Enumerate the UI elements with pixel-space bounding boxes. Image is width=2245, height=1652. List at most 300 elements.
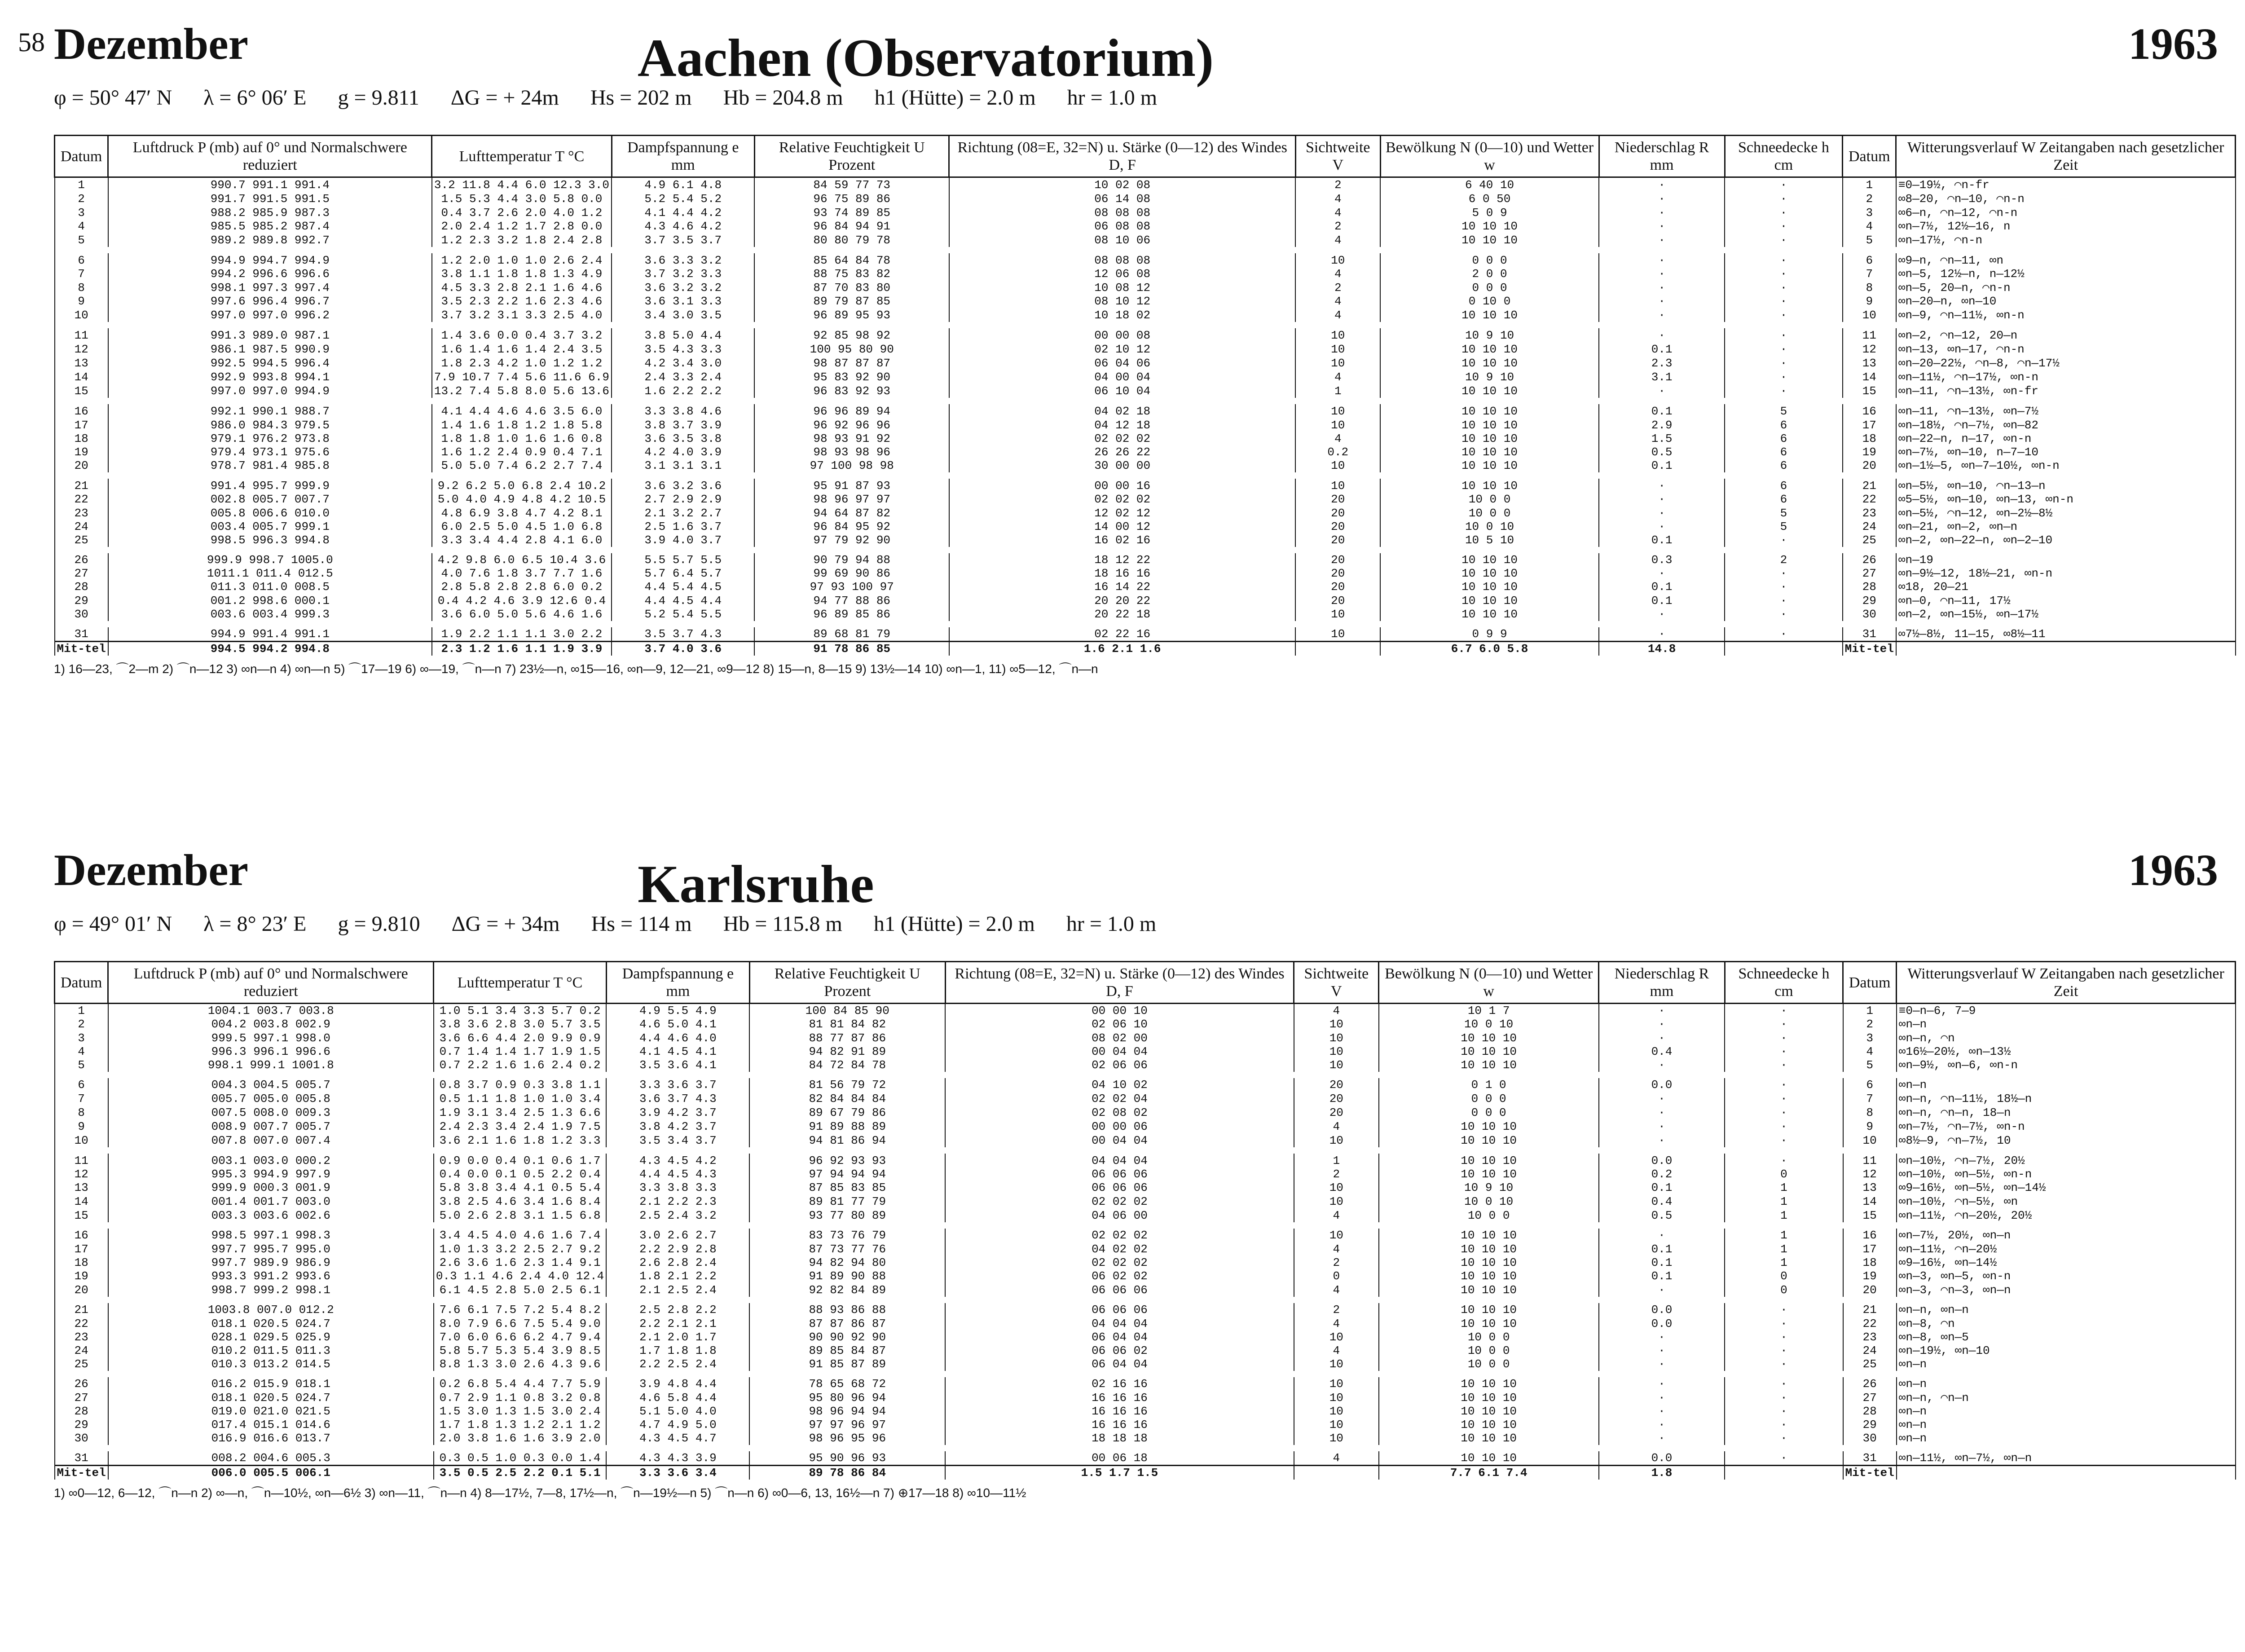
- table-cell: 04 04 04: [945, 1317, 1294, 1330]
- table-cell: 0.4 4.2 4.6 3.9 12.6 0.4: [432, 594, 612, 608]
- table-cell: 10 10 10: [1380, 553, 1599, 567]
- table-cell: [1725, 642, 1842, 656]
- table-cell: 2.6 3.6 1.6 2.3 1.4 9.1: [434, 1256, 606, 1269]
- table-cell: 994.9 991.4 991.1: [108, 627, 432, 642]
- table-cell: 04 02 18: [949, 404, 1296, 418]
- table-cell: 1: [1725, 1208, 1843, 1222]
- table-cell: 12: [1843, 342, 1896, 356]
- table-cell: ∞n—11½, ⌒n—17½, ∞n-n: [1896, 370, 2236, 384]
- table-cell: ∞n—2, ⌒n—12, 20—n: [1896, 328, 2236, 342]
- table-cell: 0.7 1.4 1.4 1.7 1.9 1.5: [434, 1045, 606, 1058]
- table-cell: 00 04 04: [945, 1045, 1294, 1058]
- table-row: [55, 580, 2236, 594]
- table-cell: 3.5 0.5 2.5 2.2 0.1 5.1: [434, 1466, 606, 1480]
- table-cell: ·: [1599, 1344, 1725, 1357]
- table-cell: ∞n—21, ∞n—2, ∞n—n: [1896, 520, 2236, 533]
- table-row: [55, 1004, 2236, 1018]
- table-cell: 24: [55, 520, 108, 533]
- table-cell: 8: [55, 1106, 108, 1119]
- table-cell: ·: [1725, 1418, 1843, 1432]
- table-cell: ·: [1725, 1119, 1843, 1133]
- table-cell: 10: [1295, 342, 1380, 356]
- table-cell: Mit-tel: [55, 1466, 108, 1480]
- row-spacer: [55, 1445, 2236, 1451]
- column-header: Lufttemperatur T °C: [434, 962, 606, 1004]
- mean-row: [55, 1466, 2236, 1480]
- table-cell: 06 06 06: [945, 1181, 1294, 1194]
- table-cell: 004.3 004.5 005.7: [108, 1078, 434, 1092]
- table-cell: 3.8 2.5 4.6 3.4 1.6 8.4: [434, 1194, 606, 1208]
- table-cell: 25: [1843, 1357, 1897, 1371]
- table-cell: 1: [1295, 384, 1380, 398]
- table-cell: 2: [1295, 177, 1380, 192]
- table-cell: 3: [1843, 206, 1896, 220]
- column-header: Witterungsverlauf W Zeitangaben nach gesetzlicher Zeit: [1897, 962, 2236, 1004]
- table-cell: 4: [1295, 432, 1380, 445]
- table-cell: 26: [1843, 1377, 1897, 1391]
- table-row: [55, 1194, 2236, 1208]
- table-cell: 997.0 997.0 994.9: [108, 384, 432, 398]
- table-cell: 23: [55, 1330, 108, 1344]
- table-cell: ∞6—n, ⌒n—12, ⌒n-n: [1896, 206, 2236, 220]
- table-cell: 11: [55, 328, 108, 342]
- table-cell: 08 08 08: [949, 206, 1296, 220]
- table-cell: 22: [55, 1317, 108, 1330]
- table-cell: ·: [1725, 594, 1842, 608]
- table-cell: 25: [55, 1357, 108, 1371]
- table-cell: 1: [55, 1004, 108, 1018]
- table-cell: 22: [1843, 1317, 1897, 1330]
- table-cell: ∞n—n, ⌒n: [1897, 1031, 2236, 1045]
- table-cell: 0.3: [1599, 553, 1725, 567]
- table-cell: ·: [1599, 328, 1725, 342]
- table-cell: 29: [55, 594, 108, 608]
- table-cell: 10 10 10: [1379, 1031, 1599, 1045]
- table-cell: 10 0 10: [1379, 1194, 1599, 1208]
- table-cell: 02 16 16: [945, 1377, 1294, 1391]
- row-spacer: [55, 1371, 2236, 1377]
- table-cell: 16: [55, 1229, 108, 1242]
- table-cell: 10 10 10: [1380, 445, 1599, 459]
- table-cell: 4.5 3.3 2.8 2.1 1.6 4.6: [432, 281, 612, 295]
- table-cell: 19: [55, 445, 108, 459]
- table-cell: 06 14 08: [949, 192, 1296, 206]
- coordinate-value: h1 (Hütte) = 2.0 m: [873, 912, 1035, 936]
- table-cell: 92 85 98 92: [754, 328, 949, 342]
- table-cell: ·: [1725, 1357, 1843, 1371]
- table-cell: 97 100 98 98: [754, 459, 949, 472]
- table-cell: 10 9 10: [1380, 328, 1599, 342]
- coordinate-value: ΔG = + 24m: [450, 86, 559, 110]
- table-cell: 18 16 16: [949, 567, 1296, 580]
- table-cell: 0: [1725, 1283, 1843, 1297]
- table-cell: 2.1 3.2 2.7: [612, 506, 754, 520]
- table-cell: 0.1: [1599, 404, 1725, 418]
- table-cell: 10: [1295, 418, 1380, 432]
- table-cell: ·: [1599, 1432, 1725, 1445]
- table-cell: 24: [55, 1344, 108, 1357]
- table-cell: 10 10 10: [1380, 308, 1599, 322]
- table-cell: ·: [1725, 1045, 1843, 1058]
- table-cell: 6: [1725, 432, 1842, 445]
- table-cell: 10 10 10: [1379, 1283, 1599, 1297]
- table-cell: ·: [1725, 356, 1842, 370]
- table-cell: 998.5 997.1 998.3: [108, 1229, 434, 1242]
- table-cell: 3.6 6.6 4.4 2.0 9.9 0.9: [434, 1031, 606, 1045]
- table-cell: 12: [1843, 1167, 1897, 1181]
- table-cell: 23: [1843, 1330, 1897, 1344]
- table-cell: 87 87 86 87: [749, 1317, 945, 1330]
- table-cell: 1.4 3.6 0.0 0.4 3.7 3.2: [432, 328, 612, 342]
- table-cell: ∞n—0, ⌒n—11, 17½: [1896, 594, 2236, 608]
- table-cell: 0: [1725, 1167, 1843, 1181]
- table-cell: 06 02 02: [945, 1269, 1294, 1283]
- table-cell: 26: [55, 1377, 108, 1391]
- table-cell: 5.0 5.0 7.4 6.2 2.7 7.4: [432, 459, 612, 472]
- table-cell: 997.0 997.0 996.2: [108, 308, 432, 322]
- table-cell: 4.1 4.4 4.6 4.6 3.5 6.0: [432, 404, 612, 418]
- table-cell: 06 04 06: [949, 356, 1296, 370]
- table-cell: 0 0 0: [1379, 1106, 1599, 1119]
- table-cell: 1: [1725, 1256, 1843, 1269]
- table-cell: 1.2 2.0 1.0 1.0 2.6 2.4: [432, 253, 612, 267]
- table-cell: 21: [1843, 479, 1896, 493]
- table-cell: 10 10 10: [1380, 479, 1599, 493]
- table-cell: 10: [55, 1133, 108, 1147]
- table-row: [55, 1092, 2236, 1106]
- table-cell: 4.9 6.1 4.8: [612, 177, 754, 192]
- table-cell: 4: [1294, 1344, 1379, 1357]
- table-cell: ∞n—7½, 20½, ∞n—n: [1897, 1229, 2236, 1242]
- table-cell: 08 08 08: [949, 253, 1296, 267]
- row-spacer: [55, 322, 2236, 328]
- table-cell: 15: [55, 1208, 108, 1222]
- table-cell: 4.6 5.0 4.1: [606, 1018, 749, 1031]
- column-header: Schneedecke h cm: [1725, 962, 1843, 1004]
- table-row: [55, 627, 2236, 642]
- table-row: [55, 220, 2236, 233]
- table-cell: 0.0: [1599, 1451, 1725, 1466]
- table-cell: 96 84 94 91: [754, 220, 949, 233]
- spacer-cell: [55, 1222, 2236, 1229]
- row-spacer: [55, 547, 2236, 553]
- table-cell: ∞n—18½, ⌒n—7½, ∞n—82: [1896, 418, 2236, 432]
- mean-row: [55, 642, 2236, 656]
- table-cell: 95 80 96 94: [749, 1391, 945, 1405]
- table-row: [55, 1330, 2236, 1344]
- spacer-cell: [55, 547, 2236, 553]
- table-cell: ·: [1725, 281, 1842, 295]
- table-cell: 3.8 3.6 2.8 3.0 5.7 3.5: [434, 1018, 606, 1031]
- table-cell: 10 10 10: [1380, 233, 1599, 247]
- table-cell: 985.5 985.2 987.4: [108, 220, 432, 233]
- table-cell: 3.5 3.6 4.1: [606, 1058, 749, 1072]
- table-cell: ·: [1725, 295, 1842, 308]
- table-cell: 2.1 2.5 2.4: [606, 1283, 749, 1297]
- table-row: [55, 553, 2236, 567]
- table-cell: 3.4 4.5 4.0 4.6 1.6 7.4: [434, 1229, 606, 1242]
- station-name: Aachen (Observatorium): [638, 28, 1214, 88]
- table-cell: 78 65 68 72: [749, 1377, 945, 1391]
- table-cell: 3.6 3.5 3.8: [612, 432, 754, 445]
- table-cell: 1.7 1.8 1.8: [606, 1344, 749, 1357]
- spacer-cell: [55, 1072, 2236, 1078]
- table-cell: 20: [1295, 506, 1380, 520]
- table-cell: 4: [1294, 1242, 1379, 1256]
- spacer-cell: [55, 247, 2236, 253]
- table-cell: 5: [1725, 506, 1842, 520]
- table-cell: 10 10 10: [1379, 1317, 1599, 1330]
- station-coordinates: [54, 912, 2236, 936]
- table-cell: 5.0 4.0 4.9 4.8 4.2 10.5: [432, 493, 612, 506]
- table-cell: 10: [1295, 459, 1380, 472]
- table-cell: 1.8 2.3 4.2 1.0 1.2 1.2: [432, 356, 612, 370]
- table-cell: 3.6 3.1 3.3: [612, 295, 754, 308]
- table-cell: ∞n—20—n, ∞n—10: [1896, 295, 2236, 308]
- table-cell: 990.7 991.1 991.4: [108, 177, 432, 192]
- table-cell: 0.0: [1599, 1303, 1725, 1317]
- table-cell: 4.8 6.9 3.8 4.7 4.2 8.1: [432, 506, 612, 520]
- table-cell: ·: [1599, 520, 1725, 533]
- table-cell: ·: [1599, 192, 1725, 206]
- table-cell: 4: [55, 220, 108, 233]
- table-cell: 13: [55, 1181, 108, 1194]
- column-header: Datum: [55, 136, 108, 177]
- table-cell: 3.6 3.3 3.2: [612, 253, 754, 267]
- table-cell: 6 40 10: [1380, 177, 1599, 192]
- row-spacer: [55, 1147, 2236, 1154]
- table-cell: 10: [1294, 1181, 1379, 1194]
- table-cell: 97 93 100 97: [754, 580, 949, 594]
- table-cell: 30: [55, 608, 108, 621]
- column-header: Richtung (08=E, 32=N) u. Stärke (0—12) des Windes D, F: [949, 136, 1296, 177]
- table-cell: 0.0: [1599, 1317, 1725, 1330]
- table-cell: 997.6 996.4 996.7: [108, 295, 432, 308]
- table-cell: 999.9 998.7 1005.0: [108, 553, 432, 567]
- table-cell: ∞n—11½, ⌒n—20½, 20½: [1897, 1208, 2236, 1222]
- table-cell: 2.6 2.8 2.4: [606, 1256, 749, 1269]
- table-cell: 31: [1843, 627, 1896, 642]
- table-cell: 14.8: [1599, 642, 1725, 656]
- table-cell: 4: [1294, 1451, 1379, 1466]
- table-cell: ·: [1725, 220, 1842, 233]
- table-cell: 10 10 10: [1379, 1119, 1599, 1133]
- table-cell: 10 10 10: [1379, 1418, 1599, 1432]
- table-cell: 9: [55, 295, 108, 308]
- table-cell: 18 12 22: [949, 553, 1296, 567]
- coordinate-value: h1 (Hütte) = 2.0 m: [874, 86, 1036, 110]
- table-cell: 84 59 77 73: [754, 177, 949, 192]
- table-row: [55, 479, 2236, 493]
- table-cell: 1: [1725, 1229, 1843, 1242]
- table-cell: 979.4 973.1 975.6: [108, 445, 432, 459]
- table-cell: ·: [1725, 253, 1842, 267]
- table-cell: 003.3 003.6 002.6: [108, 1208, 434, 1222]
- table-cell: 27: [55, 567, 108, 580]
- table-cell: 00 00 10: [945, 1004, 1294, 1018]
- table-cell: 017.4 015.1 014.6: [108, 1418, 434, 1432]
- table-cell: 2: [1294, 1256, 1379, 1269]
- table-cell: 994.9 994.7 994.9: [108, 253, 432, 267]
- table-cell: 2: [1294, 1167, 1379, 1181]
- table-cell: 992.1 990.1 988.7: [108, 404, 432, 418]
- table-row: [55, 1344, 2236, 1357]
- table-cell: 003.6 003.4 999.3: [108, 608, 432, 621]
- table-cell: 1003.8 007.0 012.2: [108, 1303, 434, 1317]
- table-cell: 27: [1843, 1391, 1897, 1405]
- table-cell: 10: [1294, 1229, 1379, 1242]
- table-cell: ·: [1725, 1330, 1843, 1344]
- table-cell: ∞n—n: [1897, 1078, 2236, 1092]
- table-cell: 94 64 87 82: [754, 506, 949, 520]
- table-cell: 5.8 5.7 5.3 5.4 3.9 8.5: [434, 1344, 606, 1357]
- station-header: [54, 844, 2236, 961]
- table-cell: 10: [1294, 1357, 1379, 1371]
- table-cell: 12 02 12: [949, 506, 1296, 520]
- table-cell: 92 82 84 89: [749, 1283, 945, 1297]
- table-cell: 96 84 95 92: [754, 520, 949, 533]
- table-cell: 97 79 92 90: [754, 533, 949, 547]
- table-cell: 10: [1295, 627, 1380, 642]
- table-cell: 4.6 5.8 4.4: [606, 1391, 749, 1405]
- table-cell: 27: [1843, 567, 1896, 580]
- table-cell: ·: [1599, 220, 1725, 233]
- table-cell: 4: [1294, 1004, 1379, 1018]
- table-cell: 016.9 016.6 013.7: [108, 1432, 434, 1445]
- table-cell: ·: [1725, 308, 1842, 322]
- table-cell: 10 0 0: [1379, 1344, 1599, 1357]
- column-header: Lufttemperatur T °C: [432, 136, 612, 177]
- table-row: [55, 1451, 2236, 1466]
- table-cell: ·: [1725, 567, 1842, 580]
- table-row: [55, 1119, 2236, 1133]
- table-cell: 3: [55, 206, 108, 220]
- table-cell: 02 08 02: [945, 1106, 1294, 1119]
- table-cell: 995.3 994.9 997.9: [108, 1167, 434, 1181]
- table-cell: 08 10 06: [949, 233, 1296, 247]
- table-cell: ∞16½—20½, ∞n—13½: [1897, 1045, 2236, 1058]
- table-cell: 80 80 79 78: [754, 233, 949, 247]
- table-cell: 02 10 12: [949, 342, 1296, 356]
- table-cell: 10: [1294, 1133, 1379, 1147]
- table-cell: ·: [1725, 1031, 1843, 1045]
- table-cell: 3.2 11.8 4.4 6.0 12.3 3.0: [432, 177, 612, 192]
- table-cell: 10 10 10: [1379, 1256, 1599, 1269]
- table-cell: 989.2 989.8 992.7: [108, 233, 432, 247]
- spacer-cell: [55, 472, 2236, 479]
- table-cell: 0.1: [1599, 459, 1725, 472]
- table-cell: 5.5 5.7 5.5: [612, 553, 754, 567]
- column-header: Bewölkung N (0—10) und Wetter w: [1380, 136, 1599, 177]
- table-cell: 2: [55, 192, 108, 206]
- table-cell: 89 85 84 87: [749, 1344, 945, 1357]
- row-spacer: [55, 1222, 2236, 1229]
- table-cell: 0.5 1.1 1.8 1.0 1.0 3.4: [434, 1092, 606, 1106]
- column-header: Niederschlag R mm: [1599, 136, 1725, 177]
- table-cell: ·: [1725, 533, 1842, 547]
- table-cell: 8: [55, 281, 108, 295]
- table-row: [55, 1208, 2236, 1222]
- table-cell: 10 10 10: [1379, 1269, 1599, 1283]
- table-cell: 6.7 6.0 5.8: [1380, 642, 1599, 656]
- table-row: [55, 1229, 2236, 1242]
- table-cell: 19: [55, 1269, 108, 1283]
- table-cell: 10: [1294, 1377, 1379, 1391]
- table-cell: 10 0 10: [1379, 1018, 1599, 1031]
- table-row: [55, 206, 2236, 220]
- table-cell: ·: [1599, 177, 1725, 192]
- column-header: Richtung (08=E, 32=N) u. Stärke (0—12) des Windes D, F: [945, 962, 1294, 1004]
- spacer-cell: [55, 621, 2236, 627]
- table-row: [55, 253, 2236, 267]
- table-cell: 4: [1843, 1045, 1897, 1058]
- table-cell: ∞7½—8½, 11—15, ∞8½—11: [1896, 627, 2236, 642]
- table-cell: 23: [55, 506, 108, 520]
- table-cell: 04 04 04: [945, 1154, 1294, 1167]
- table-cell: 2: [1294, 1303, 1379, 1317]
- table-cell: 83 73 76 79: [749, 1229, 945, 1242]
- table-cell: 88 75 83 82: [754, 267, 949, 281]
- table-cell: 21: [55, 1303, 108, 1317]
- table-cell: ·: [1725, 1018, 1843, 1031]
- table-cell: ·: [1725, 1092, 1843, 1106]
- table-cell: 20 20 22: [949, 594, 1296, 608]
- table-cell: 14 00 12: [949, 520, 1296, 533]
- table-cell: 20: [55, 459, 108, 472]
- year-label: 1963: [2128, 845, 2218, 895]
- table-cell: 10 10 10: [1379, 1167, 1599, 1181]
- table-cell: 5.2 5.4 5.2: [612, 192, 754, 206]
- table-cell: 6: [55, 253, 108, 267]
- table-cell: 4: [1294, 1317, 1379, 1330]
- table-row: [55, 1283, 2236, 1297]
- table-cell: 20: [1295, 594, 1380, 608]
- table-cell: ∞n—n: [1897, 1432, 2236, 1445]
- table-cell: 6.0 2.5 5.0 4.5 1.0 6.8: [432, 520, 612, 533]
- table-cell: ·: [1725, 1133, 1843, 1147]
- table-cell: ·: [1725, 627, 1842, 642]
- table-cell: 3.9 4.0 3.7: [612, 533, 754, 547]
- table-cell: 10: [1294, 1330, 1379, 1344]
- table-cell: ·: [1599, 479, 1725, 493]
- spacer-cell: [55, 1371, 2236, 1377]
- table-cell: 003.1 003.0 000.2: [108, 1154, 434, 1167]
- table-cell: ·: [1599, 253, 1725, 267]
- table-cell: ·: [1725, 1377, 1843, 1391]
- table-cell: 2.4 3.3 2.4: [612, 370, 754, 384]
- table-row: [55, 459, 2236, 472]
- table-cell: 96 92 96 96: [754, 418, 949, 432]
- row-spacer: [55, 1072, 2236, 1078]
- table-cell: 2.1 2.2 2.3: [606, 1194, 749, 1208]
- table-cell: ·: [1599, 493, 1725, 506]
- coordinate-value: Hs = 114 m: [591, 912, 692, 936]
- table-cell: 16 16 16: [945, 1405, 1294, 1418]
- column-header: Luftdruck P (mb) auf 0° und Normalschwere reduziert: [108, 136, 432, 177]
- table-cell: 992.9 993.8 994.1: [108, 370, 432, 384]
- table-cell: 4: [1295, 267, 1380, 281]
- table-cell: 978.7 981.4 985.8: [108, 459, 432, 472]
- table-cell: 30: [1843, 1432, 1897, 1445]
- table-cell: 94 82 94 80: [749, 1256, 945, 1269]
- table-cell: 10 10 10: [1379, 1133, 1599, 1147]
- table-cell: 5.7 6.4 5.7: [612, 567, 754, 580]
- table-cell: ·: [1725, 1391, 1843, 1405]
- table-cell: 6: [1725, 445, 1842, 459]
- table-cell: 3.3 3.6 3.4: [606, 1466, 749, 1480]
- table-cell: 6: [55, 1078, 108, 1092]
- table-cell: 5 0 9: [1380, 206, 1599, 220]
